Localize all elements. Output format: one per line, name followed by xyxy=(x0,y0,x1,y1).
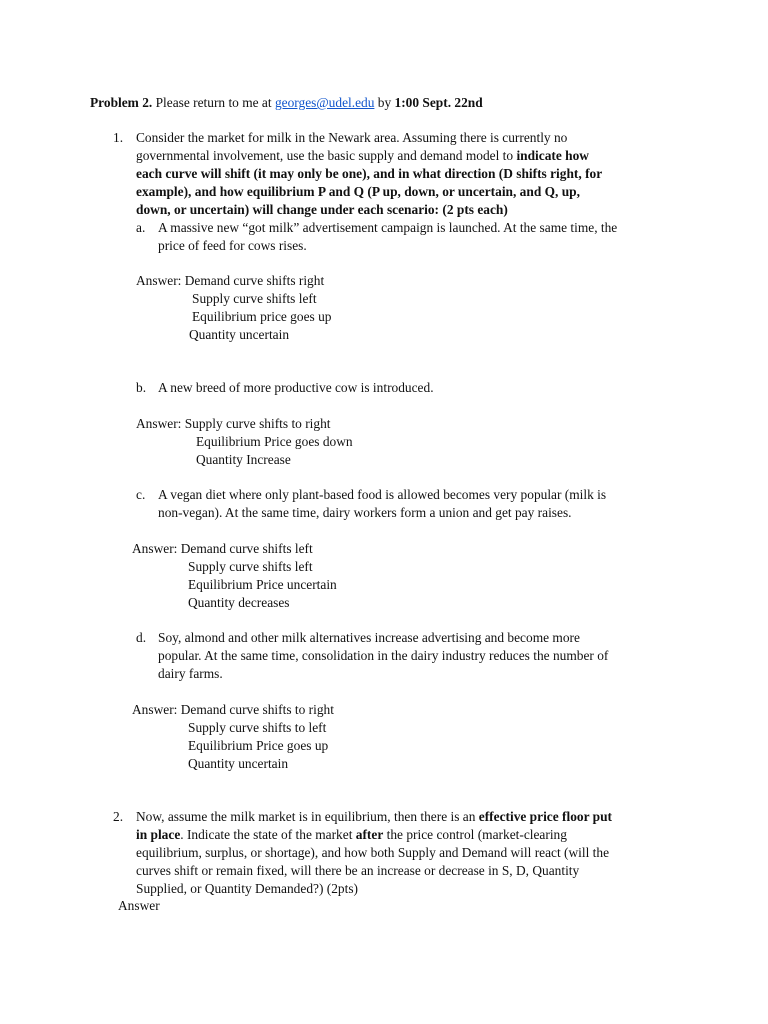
q2-line-5: Supplied, or Quantity Demanded?) (2pts) xyxy=(136,881,359,896)
q1a-answer-2: Supply curve shifts left xyxy=(192,291,317,306)
q2-line-2-bold: in place xyxy=(136,827,181,842)
q2-line-1-plain: Now, assume the milk market is in equilibrium, then there is an xyxy=(136,809,479,824)
q1c-answer-2: Supply curve shifts left xyxy=(188,559,313,574)
q1-line-3-bold: each curve will shift (it may only be one), and in what direction (D shifts right, for xyxy=(136,166,603,181)
q2-number: 2. xyxy=(113,809,124,824)
q1c-line-1: A vegan diet where only plant-based food is allowed becomes very popular (milk is xyxy=(158,487,607,502)
by-text: by xyxy=(374,95,395,110)
q2-answer-label: Answer xyxy=(118,898,160,913)
email-link[interactable]: georges@udel.edu xyxy=(274,95,375,110)
q1d-answer-2: Supply curve shifts to left xyxy=(188,720,327,735)
q2-line-2 xyxy=(136,826,567,844)
q1d-line-3: dairy farms. xyxy=(158,666,223,681)
q1c-answer-1: Answer: Demand curve shifts left xyxy=(132,541,313,556)
q1-line-3 xyxy=(136,165,602,183)
q1c-answer-4: Quantity decreases xyxy=(188,595,290,610)
q1-line-1: Consider the market for milk in the Newark area. Assuming there is currently no xyxy=(136,130,568,145)
q1a-label: a. xyxy=(136,220,146,235)
q1-line-2-plain: governmental involvement, use the basic supply and demand model to xyxy=(136,148,517,163)
q1-line-5 xyxy=(136,201,508,219)
q1c-line-2: non-vegan). At the same time, dairy workers form a union and get pay raises. xyxy=(158,505,572,520)
q2-line-3: equilibrium, surplus, or shortage), and how both Supply and Demand will react (will the xyxy=(136,845,610,860)
q1-number: 1. xyxy=(113,130,124,145)
q1c-label: c. xyxy=(136,487,146,502)
q1d-answer-1: Answer: Demand curve shifts to right xyxy=(132,702,334,717)
q1-line-4 xyxy=(136,183,580,201)
q1c-answer-3: Equilibrium Price uncertain xyxy=(188,577,337,592)
q1-line-2-bold: indicate how xyxy=(516,148,589,163)
deadline: 1:00 Sept. 22nd xyxy=(394,95,483,110)
q2-line-2-plain-a: . Indicate the state of the market xyxy=(180,827,356,842)
q1b-answer-1: Answer: Supply curve shifts to right xyxy=(136,416,331,431)
q2-line-1 xyxy=(136,808,612,826)
q1a-line-1: A massive new “got milk” advertisement campaign is launched. At the same time, the xyxy=(158,220,618,235)
q1b-label: b. xyxy=(136,380,147,395)
q2-line-4: curves shift or remain fixed, will there be an increase or decrease in S, D, Quantity xyxy=(136,863,580,878)
q1a-line-2: price of feed for cows rises. xyxy=(158,238,307,253)
q2-line-2-bold-after: after xyxy=(355,827,384,842)
problem-header xyxy=(90,94,483,112)
q1a-answer-3: Equilibrium price goes up xyxy=(192,309,332,324)
q1d-line-2: popular. At the same time, consolidation in the dairy industry reduces the number of xyxy=(158,648,609,663)
q1d-answer-4: Quantity uncertain xyxy=(188,756,289,771)
q2-line-2-plain-b: the price control (market-clearing xyxy=(383,827,567,842)
q1b-line-1: A new breed of more productive cow is introduced. xyxy=(158,380,434,395)
problem-label: Problem 2. xyxy=(90,95,153,110)
q1d-line-1: Soy, almond and other milk alternatives increase advertising and become more xyxy=(158,630,580,645)
q1-line-2 xyxy=(136,147,589,165)
instruction-text: Please return to me at xyxy=(152,95,275,110)
q2-line-1-bold: effective price floor put xyxy=(478,809,612,824)
q1-line-5-bold: down, or uncertain) will change under each scenario: (2 pts each) xyxy=(136,202,508,217)
q1d-answer-3: Equilibrium Price goes up xyxy=(188,738,329,753)
q1a-answer-4: Quantity uncertain xyxy=(189,327,290,342)
q1d-label: d. xyxy=(136,630,147,645)
q1-line-4-bold: example), and how equilibrium P and Q (P up, down, or uncertain, and Q, up, xyxy=(136,184,580,199)
q1b-answer-3: Quantity Increase xyxy=(196,452,291,467)
q1b-answer-2: Equilibrium Price goes down xyxy=(196,434,353,449)
q1a-answer-1: Answer: Demand curve shifts right xyxy=(136,273,325,288)
